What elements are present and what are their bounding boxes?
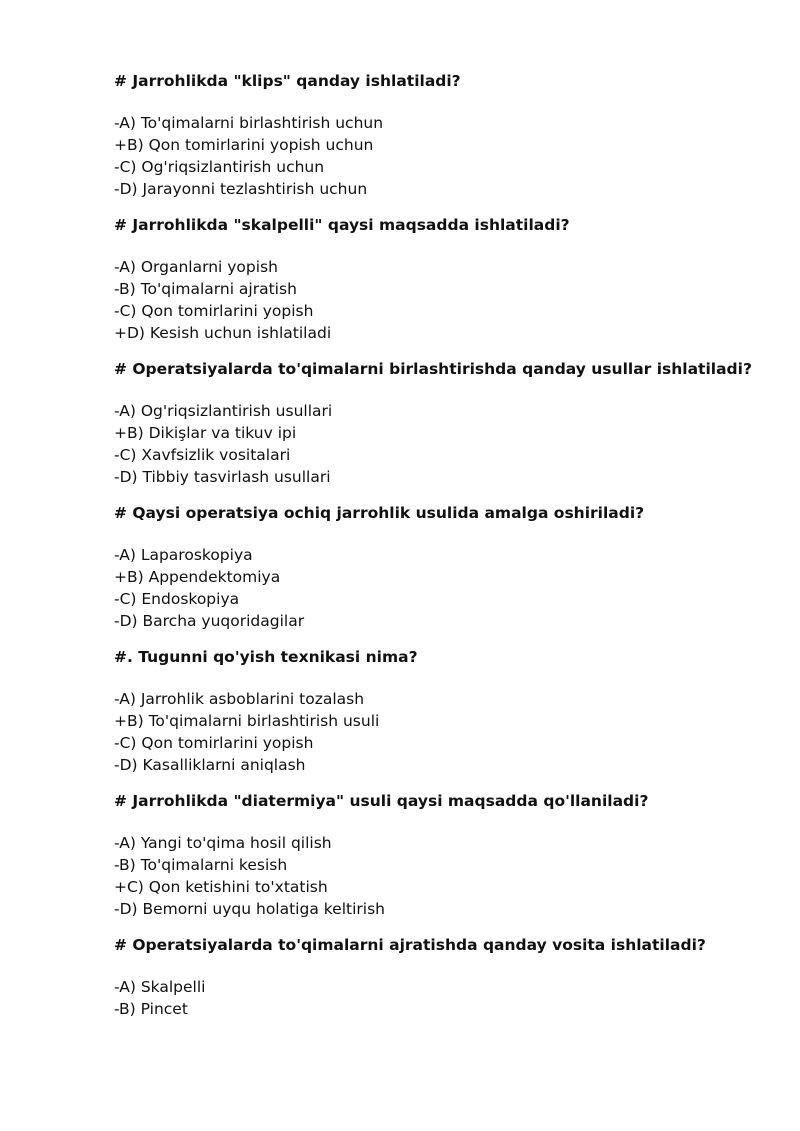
option-item: -C) Endoskopiya — [114, 590, 240, 608]
question-text: # Jarrohlikda "diatermiya" usuli qaysi maqsadda qo'llaniladi? — [114, 792, 649, 810]
option-item: -A) Skalpelli — [114, 978, 206, 996]
question-block — [114, 790, 754, 920]
option-item: -B) To'qimalarni ajratish — [114, 280, 297, 298]
option-item: -D) Bemorni uyqu holatiga keltirish — [114, 900, 385, 918]
options-list — [114, 112, 754, 200]
option-item: -D) Tibbiy tasvirlash usullari — [114, 468, 331, 486]
option-item: +B) Appendektomiya — [114, 568, 281, 586]
question-block — [114, 934, 754, 1020]
options-list — [114, 688, 754, 776]
question-text: # Operatsiyalarda to'qimalarni ajratishda qanday vosita ishlatiladi? — [114, 936, 706, 954]
options-list — [114, 400, 754, 488]
options-list — [114, 832, 754, 920]
option-item: +C) Qon ketishini to'xtatish — [114, 878, 328, 896]
document-page — [114, 70, 754, 1034]
option-item: -D) Jarayonni tezlashtirish uchun — [114, 180, 368, 198]
question-text: # Jarrohlikda "skalpelli" qaysi maqsadda ishlatiladi? — [114, 216, 570, 234]
option-item: +B) To'qimalarni birlashtirish usuli — [114, 712, 380, 730]
option-item: -C) Qon tomirlarini yopish — [114, 734, 314, 752]
options-list — [114, 544, 754, 632]
question-block — [114, 70, 754, 200]
question-block — [114, 358, 754, 488]
option-item: +B) Dikişlar va tikuv ipi — [114, 424, 297, 442]
question-block — [114, 646, 754, 776]
option-item: -A) To'qimalarni birlashtirish uchun — [114, 114, 384, 132]
option-item: -A) Og'riqsizlantirish usullari — [114, 402, 333, 420]
option-item: -A) Yangi to'qima hosil qilish — [114, 834, 332, 852]
option-item: -A) Organlarni yopish — [114, 258, 278, 276]
option-item: +B) Qon tomirlarini yopish uchun — [114, 136, 374, 154]
question-text: #. Tugunni qo'yish texnikasi nima? — [114, 648, 418, 666]
option-item: +D) Kesish uchun ishlatiladi — [114, 324, 332, 342]
option-item: -D) Kasalliklarni aniqlash — [114, 756, 306, 774]
options-list — [114, 976, 754, 1020]
option-item: -A) Laparoskopiya — [114, 546, 253, 564]
option-item: -C) Og'riqsizlantirish uchun — [114, 158, 325, 176]
question-text: # Jarrohlikda "klips" qanday ishlatiladi? — [114, 72, 461, 90]
option-item: -C) Xavfsizlik vositalari — [114, 446, 291, 464]
option-item: -A) Jarrohlik asboblarini tozalash — [114, 690, 365, 708]
options-list — [114, 256, 754, 344]
option-item: -B) To'qimalarni kesish — [114, 856, 288, 874]
option-item: -C) Qon tomirlarini yopish — [114, 302, 314, 320]
option-item: -D) Barcha yuqoridagilar — [114, 612, 305, 630]
question-block — [114, 502, 754, 632]
question-text: # Qaysi operatsiya ochiq jarrohlik usulida amalga oshiriladi? — [114, 504, 645, 522]
question-block — [114, 214, 754, 344]
question-text: # Operatsiyalarda to'qimalarni birlashtirishda qanday usullar ishlatiladi? — [114, 360, 752, 378]
option-item: -B) Pincet — [114, 1000, 188, 1018]
